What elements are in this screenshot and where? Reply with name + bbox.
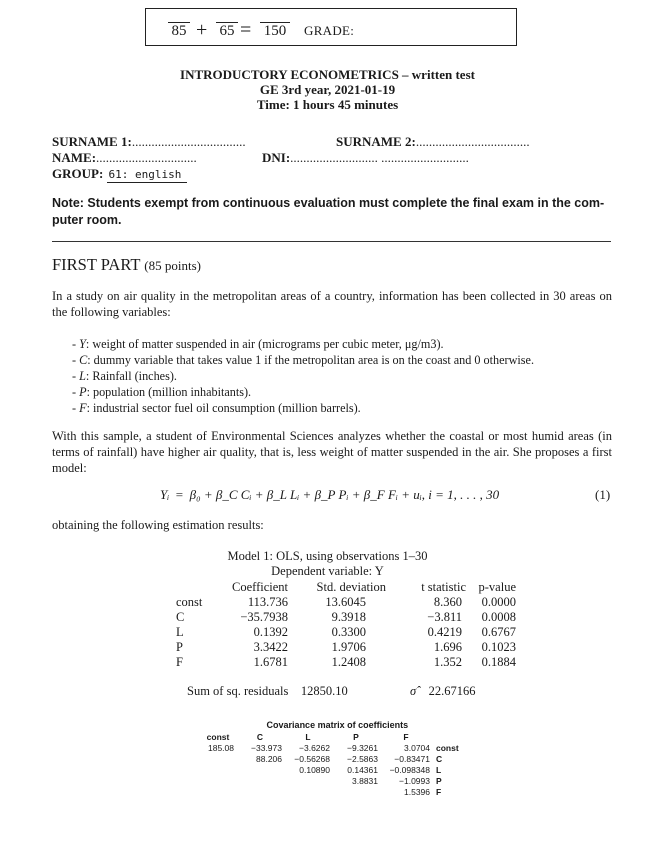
grade-label: GRADE: <box>304 23 355 38</box>
exempt-note: Note: Students exempt from continuous evaluation must complete the final exam in the com-puter room. <box>52 196 605 227</box>
table-row: 3.8831 −1.0993 P <box>352 775 442 786</box>
model-equation <box>160 487 499 503</box>
covariance-header: const C L P F <box>206 731 409 742</box>
analysis-paragraph: With this sample, a student of Environmental Sciences analyzes whether the coastal or most humid areas (in terms of rainfall) have higher air quality, that is, less weight of matter suspended in the air. She proposes a first model: <box>52 429 612 475</box>
group-value: 61: english <box>107 168 188 183</box>
part1-max-score: 85 <box>168 22 190 40</box>
equation-number: (1) <box>595 487 611 502</box>
table-row: F 1.6781 1.2408 1.352 0.1884 <box>176 655 516 669</box>
surname2-blank[interactable]: ................................... <box>415 134 530 149</box>
plus-sign: + <box>196 19 208 41</box>
variable-item: - C: dummy variable that takes value 1 if the metropolitan area is on the coast and 0 otherwise. <box>72 353 534 367</box>
table-row: const 113.736 13.6045 8.360 0.0000 <box>176 595 516 609</box>
dni-field[interactable] <box>262 150 469 166</box>
dni-blank[interactable]: ........................... ........................... <box>290 150 469 165</box>
model-title: Model 1: OLS, using observations 1–30 <box>227 549 428 563</box>
equation-lhs: Yᵢ <box>160 487 170 502</box>
table-row: 1.5396 F <box>404 786 442 797</box>
surname1-label: SURNAME 1: <box>52 134 132 149</box>
total-max-score: 150 <box>260 22 290 40</box>
coefficient-table-header <box>176 580 516 595</box>
section-points: (85 points) <box>144 258 201 273</box>
surname2-field[interactable] <box>336 134 530 150</box>
part2-max-score: 65 <box>216 22 238 40</box>
table-row: 88.206 −0.56268 −2.5863 −0.83471 C <box>256 753 443 764</box>
variable-item: - P: population (million inhabitants). <box>72 385 252 399</box>
table-row: 0.10890 0.14361 −0.098348 L <box>299 764 442 775</box>
surname2-label: SURNAME 2: <box>336 134 416 149</box>
variable-item: - L: Rainfall (inches). <box>72 369 177 383</box>
covariance-title: Covariance matrix of coefficients <box>266 720 409 730</box>
sigma-summary <box>410 684 476 699</box>
ssr-summary <box>187 684 348 699</box>
exam-title: INTRODUCTORY ECONOMETRICS – written test <box>180 67 475 82</box>
obtaining-text: obtaining the following estimation results: <box>52 518 264 532</box>
covariance-table <box>198 731 459 797</box>
intro-paragraph: In a study on air quality in the metropolitan areas of a country, information has been collected in 30 areas on the following variables: <box>52 289 612 319</box>
grade-box <box>145 8 517 46</box>
sigma-value: 22.67166 <box>428 684 476 698</box>
group-field <box>52 166 187 182</box>
col-t-statistic: t statistic <box>421 580 466 594</box>
coefficient-table <box>176 580 516 670</box>
ssr-value: 12850.10 <box>300 684 348 698</box>
dependent-variable: Dependent variable: Y <box>271 564 384 578</box>
equation-equals: = <box>175 487 184 502</box>
equals-sign: = <box>240 19 252 41</box>
col-p-value: p-value <box>478 580 516 594</box>
table-row: 185.08 −33.973 −3.6262 −9.3261 3.0704 const <box>208 742 459 753</box>
name-field[interactable] <box>52 150 197 166</box>
group-label: GROUP: <box>52 166 104 181</box>
section-divider <box>52 241 611 242</box>
equation-rhs: β₀ + β_C Cᵢ + β_L Lᵢ + β_P Pᵢ + β_F Fᵢ + uᵢ, i = 1, . . . , 30 <box>189 487 500 502</box>
variable-item: - Y: weight of matter suspended in air (micrograms per cubic meter, μg/m3). <box>72 337 444 351</box>
variables-list <box>72 336 534 416</box>
name-blank[interactable]: ............................... <box>96 150 197 165</box>
surname1-field[interactable] <box>52 134 246 150</box>
table-row: P 3.3422 1.9706 1.696 0.1023 <box>176 640 516 654</box>
variable-item: - F: industrial sector fuel oil consumption (million barrels). <box>72 401 361 415</box>
covariance-matrix <box>198 720 459 797</box>
section-title <box>52 255 201 275</box>
col-coefficient: Coefficient <box>232 580 288 594</box>
section-title-text: FIRST PART <box>52 255 141 274</box>
exam-subtitle: GE 3rd year, 2021-01-19 <box>259 82 396 97</box>
dni-label: DNI: <box>262 150 291 165</box>
table-row: L 0.1392 0.3300 0.4219 0.6767 <box>176 625 516 639</box>
surname1-blank[interactable]: ................................... <box>131 134 246 149</box>
sigma-label: σ̂ <box>410 684 417 698</box>
ssr-label: Sum of sq. residuals <box>187 684 289 698</box>
table-row: C −35.7938 9.3918 −3.811 0.0008 <box>176 610 516 624</box>
exam-time: Time: 1 hours 45 minutes <box>256 97 399 112</box>
name-label: NAME: <box>52 150 97 165</box>
col-std-deviation: Std. deviation <box>316 580 386 594</box>
